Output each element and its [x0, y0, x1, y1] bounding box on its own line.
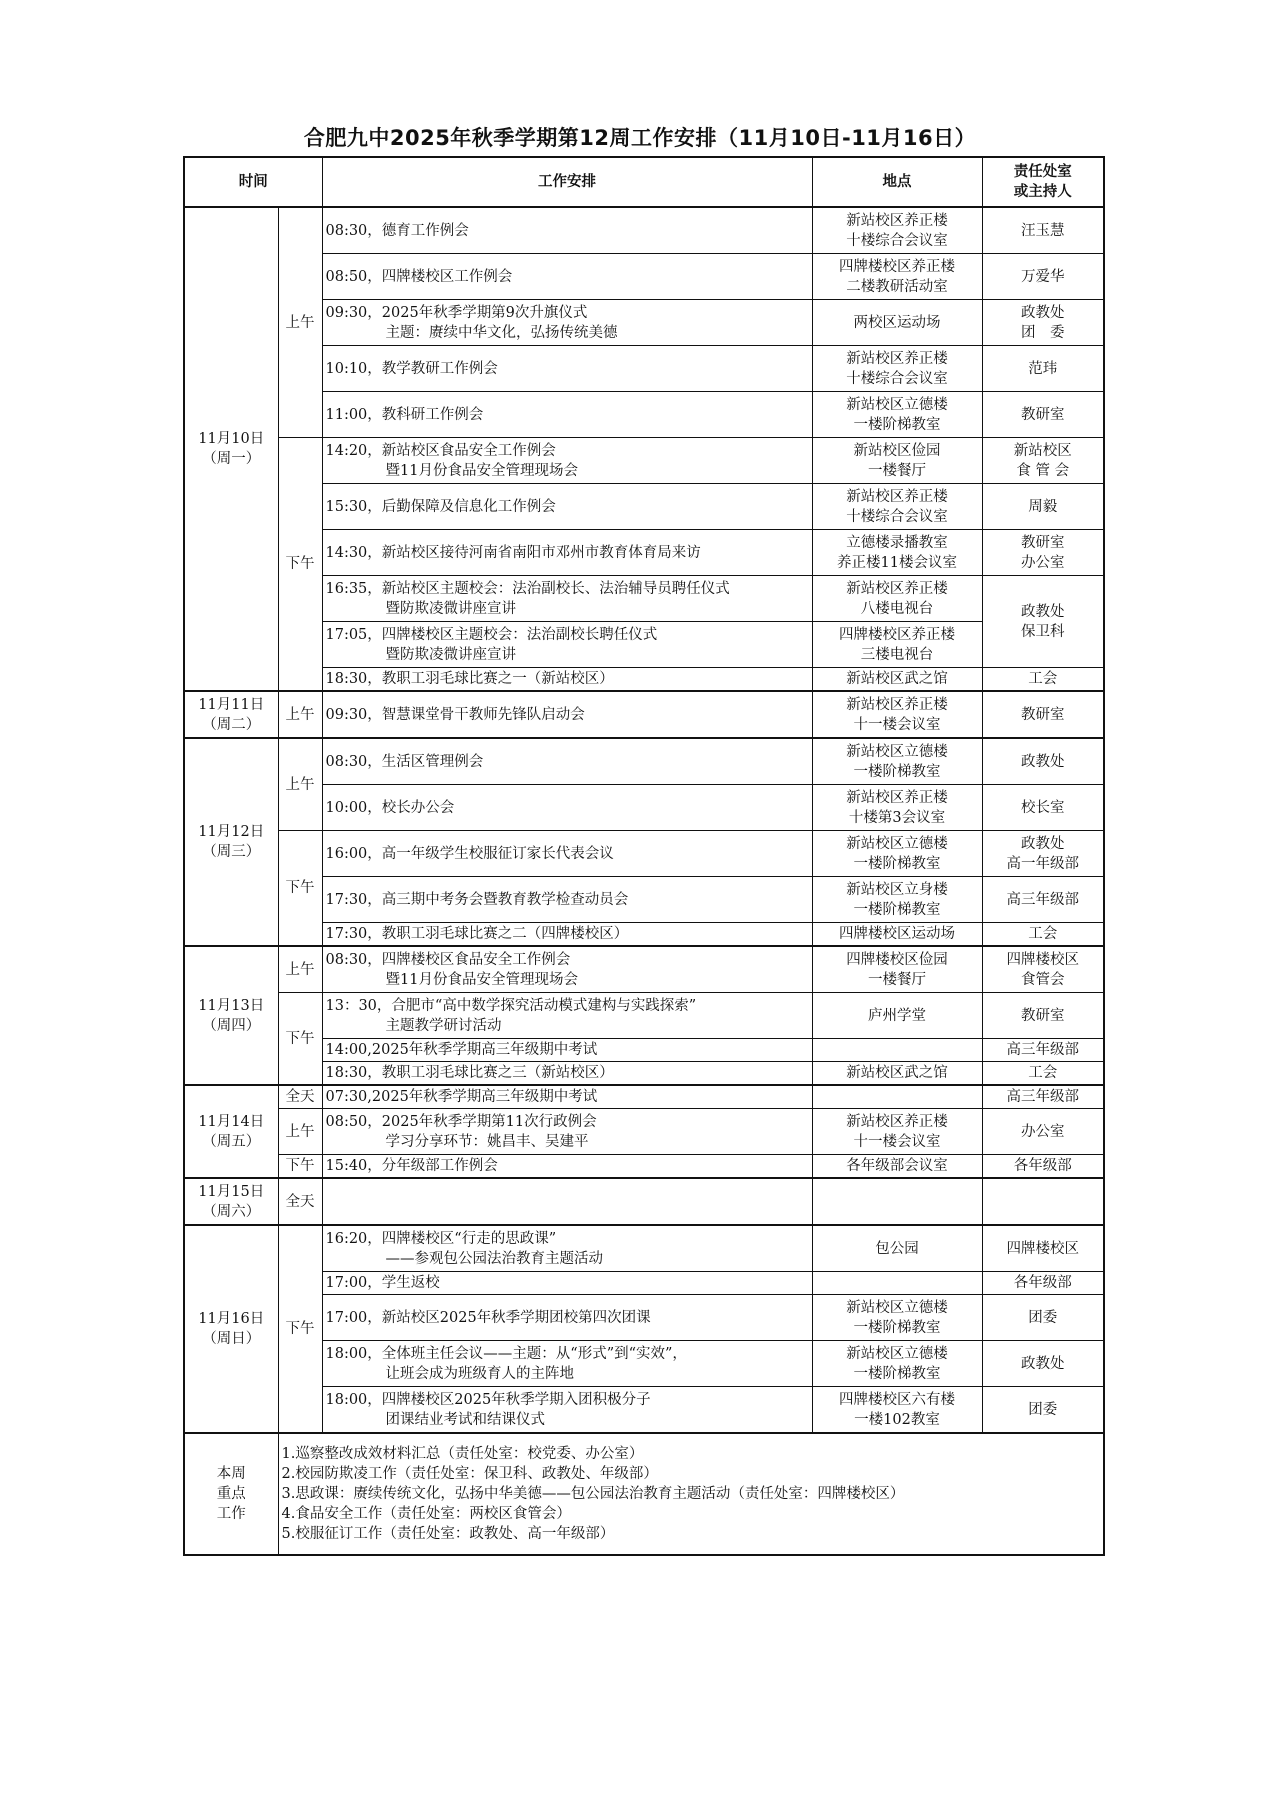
- day-cell: [184, 1225, 278, 1433]
- work-line: 14:00,2025年秋季学期高三年级期中考试: [325, 1042, 598, 1058]
- work-line: 18:30，教职工羽毛球比赛之三（新站校区）: [325, 1065, 614, 1081]
- location-cell: [812, 1155, 982, 1179]
- person-cell: [982, 1155, 1104, 1179]
- location-line: 一楼阶梯教室: [853, 416, 941, 433]
- person-cell: [982, 346, 1104, 392]
- person-cell: [982, 1109, 1104, 1155]
- header-time: 时间: [184, 157, 322, 207]
- work-line: 让班会成为班级育人的主阵地: [385, 1365, 574, 1382]
- location-line: 两校区运动场: [853, 314, 941, 331]
- location-line: 新站校区武之馆: [846, 671, 948, 687]
- person-line: 各年级部: [1013, 1158, 1072, 1174]
- person-line: 政教处: [1021, 753, 1065, 770]
- location-line: 新站校区立德楼: [846, 1299, 948, 1316]
- work-line: 16:35，新站校区主题校会：法治副校长、法治辅导员聘任仪式: [325, 580, 730, 597]
- location-cell: [812, 1178, 982, 1225]
- location-line: 新站校区养正楼: [846, 580, 948, 597]
- day-date: 11月16日: [198, 1311, 265, 1327]
- work-cell: [322, 1109, 812, 1155]
- table-row: [184, 622, 1104, 668]
- person-line: 四牌楼校区: [1006, 1240, 1079, 1257]
- person-cell: [982, 691, 1104, 738]
- period-cell: 全天: [278, 1178, 322, 1225]
- work-cell: [322, 1062, 812, 1086]
- work-cell: [322, 530, 812, 576]
- work-cell: [322, 346, 812, 392]
- person-cell: [982, 530, 1104, 576]
- work-line: 17:30，高三期中考务会暨教育教学检查动员会: [325, 891, 629, 908]
- person-line: 高三年级部: [1006, 891, 1079, 908]
- location-line: 包公园: [875, 1240, 919, 1257]
- day-cell: [184, 691, 278, 738]
- table-row: [184, 1178, 1104, 1225]
- focus-item: 4.食品安全工作（责任处室：两校区食管会）: [281, 1506, 571, 1522]
- person-cell: [982, 1085, 1104, 1109]
- focus-label-line: 工作: [216, 1506, 246, 1522]
- work-line: ——参观包公园法治教育主题活动: [385, 1250, 603, 1267]
- period-cell: 上午: [278, 207, 322, 438]
- person-line: 汪玉慧: [1021, 222, 1065, 239]
- location-cell: [812, 1225, 982, 1272]
- person-line: 食 管 会: [1016, 462, 1070, 479]
- table-row: [184, 576, 1104, 622]
- day-cell: [184, 946, 278, 1085]
- table-row: [184, 207, 1104, 254]
- location-cell: [812, 1085, 982, 1109]
- person-line: 教研室: [1021, 406, 1065, 423]
- period-cell: 下午: [278, 1225, 322, 1433]
- header-person: [982, 157, 1104, 207]
- work-line: 09:30，2025年秋季学期第9次升旗仪式: [325, 304, 588, 321]
- table-row: [184, 738, 1104, 785]
- location-cell: [812, 1295, 982, 1341]
- location-line: 新站校区养正楼: [846, 1113, 948, 1130]
- person-cell: [982, 993, 1104, 1039]
- focus-items: [278, 1433, 1104, 1555]
- person-line: 工会: [1028, 671, 1058, 687]
- table-row: [184, 346, 1104, 392]
- location-line: 四牌楼校区六有楼: [839, 1391, 955, 1408]
- person-cell: [982, 923, 1104, 947]
- day-cell: [184, 738, 278, 946]
- location-line: 新站校区养正楼: [846, 212, 948, 229]
- work-line: 18:00，四牌楼校区2025年秋季学期入团积极分子: [325, 1391, 651, 1408]
- page-title: 合肥九中2025年秋季学期第12周工作安排（11月10日-11月16日）: [303, 126, 977, 150]
- location-cell: [812, 831, 982, 877]
- location-line: 四牌楼校区养正楼: [839, 626, 955, 643]
- day-date: 11月10日: [198, 431, 265, 447]
- work-cell: [322, 1272, 812, 1295]
- location-cell: [812, 877, 982, 923]
- table-row: [184, 1341, 1104, 1387]
- location-line: 新站校区立德楼: [846, 743, 948, 760]
- work-line: 16:20，四牌楼校区“行走的思政课”: [325, 1230, 557, 1247]
- day-weekday: （周日）: [202, 1331, 261, 1347]
- work-cell: [322, 1039, 812, 1062]
- person-line: 高三年级部: [1006, 1042, 1079, 1058]
- person-line: 教研室: [1021, 1007, 1065, 1024]
- location-line: 新站校区养正楼: [846, 789, 948, 806]
- work-line: 17:00，学生返校: [325, 1275, 440, 1291]
- person-cell: [982, 438, 1104, 484]
- location-cell: [812, 622, 982, 668]
- location-line: 一楼102教室: [854, 1411, 940, 1428]
- location-line: 一楼餐厅: [868, 971, 926, 988]
- location-cell: [812, 438, 982, 484]
- day-weekday: （周二）: [202, 716, 261, 733]
- person-line: 高一年级部: [1006, 855, 1079, 872]
- period-cell: 上午: [278, 691, 322, 738]
- period-cell: 上午: [278, 1109, 322, 1155]
- work-line: 17:00，新站校区2025年秋季学期团校第四次团课: [325, 1309, 651, 1326]
- period-cell: 上午: [278, 738, 322, 831]
- person-line: 政教处: [1021, 835, 1065, 852]
- location-cell: [812, 691, 982, 738]
- work-cell: [322, 668, 812, 692]
- day-cell: [184, 207, 278, 691]
- work-cell: [322, 1387, 812, 1434]
- location-line: 十楼综合会议室: [846, 370, 948, 387]
- table-row: [184, 438, 1104, 484]
- table-row: [184, 254, 1104, 300]
- work-line: 10:00，校长办公会: [325, 799, 455, 816]
- header-person-line: 责任处室: [1013, 164, 1072, 180]
- table-row: [184, 1155, 1104, 1179]
- work-line: 13：30，合肥市“高中数学探究活动模式建构与实践探索”: [325, 997, 697, 1014]
- location-line: 一楼餐厅: [868, 462, 926, 479]
- location-line: 二楼教研活动室: [846, 278, 948, 295]
- location-line: 十楼综合会议室: [846, 232, 948, 249]
- table-row: [184, 300, 1104, 346]
- person-line: 工会: [1028, 1065, 1058, 1081]
- day-date: 11月14日: [198, 1113, 265, 1130]
- location-cell: [812, 668, 982, 692]
- table-row: [184, 1225, 1104, 1272]
- location-line: 各年级部会议室: [846, 1158, 948, 1174]
- period-cell: 下午: [278, 993, 322, 1086]
- day-date: 11月13日: [198, 997, 265, 1014]
- work-line: 15:40，分年级部工作例会: [325, 1158, 498, 1174]
- focus-item: 5.校服征订工作（责任处室：政教处、高一年级部）: [281, 1526, 615, 1542]
- location-line: 一楼阶梯教室: [853, 901, 941, 918]
- person-line: 教研室: [1021, 706, 1065, 723]
- location-line: 四牌楼校区养正楼: [839, 258, 955, 275]
- person-cell: [982, 738, 1104, 785]
- work-line: 10:10，教学教研工作例会: [325, 360, 498, 377]
- work-line: 18:30，教职工羽毛球比赛之一（新站校区）: [325, 671, 614, 687]
- period-cell: 全天: [278, 1085, 322, 1109]
- work-line: 团课结业考试和结课仪式: [385, 1411, 545, 1428]
- person-cell: [982, 946, 1104, 993]
- location-line: 十一楼会议室: [853, 1133, 941, 1150]
- location-line: 新站校区俭园: [853, 442, 941, 459]
- person-line: 政教处: [1021, 1355, 1065, 1372]
- header-person-line: 或主持人: [1013, 184, 1072, 200]
- work-line: 07:30,2025年秋季学期高三年级期中考试: [325, 1089, 598, 1105]
- period-cell: 下午: [278, 1155, 322, 1179]
- person-line: 高三年级部: [1006, 1089, 1079, 1105]
- location-cell: [812, 946, 982, 993]
- person-cell: [982, 484, 1104, 530]
- person-cell: [982, 300, 1104, 346]
- location-cell: [812, 346, 982, 392]
- location-line: 庐州学堂: [868, 1007, 926, 1024]
- work-line: 08:50，四牌楼校区工作例会: [325, 268, 513, 285]
- work-line: 暨防欺凌微讲座宣讲: [385, 646, 516, 663]
- table-row: [184, 993, 1104, 1039]
- work-cell: [322, 1225, 812, 1272]
- person-line: 团 委: [1021, 324, 1065, 341]
- location-line: 新站校区养正楼: [846, 350, 948, 367]
- work-line: 主题教学研讨活动: [385, 1017, 502, 1034]
- work-cell: [322, 946, 812, 993]
- day-weekday: （周三）: [202, 844, 261, 860]
- schedule-table: [183, 156, 1105, 1556]
- focus-item: 2.校园防欺凌工作（责任处室：保卫科、政教处、年级部）: [281, 1466, 658, 1482]
- work-cell: [322, 877, 812, 923]
- person-line: 办公室: [1021, 554, 1065, 571]
- work-cell: [322, 392, 812, 438]
- day-weekday: （周五）: [202, 1133, 261, 1150]
- focus-item: 1.巡察整改成效材料汇总（责任处室：校党委、办公室）: [281, 1446, 644, 1462]
- work-line: 08:30，生活区管理例会: [325, 753, 484, 770]
- person-line: 团委: [1028, 1309, 1058, 1326]
- work-cell: [322, 923, 812, 947]
- person-cell: [982, 1039, 1104, 1062]
- table-row: [184, 691, 1104, 738]
- person-cell: [982, 254, 1104, 300]
- day-weekday: （周六）: [202, 1203, 261, 1220]
- location-line: 一楼阶梯教室: [853, 1365, 941, 1382]
- table-row: [184, 1295, 1104, 1341]
- person-cell: [982, 785, 1104, 831]
- table-row: [184, 1272, 1104, 1295]
- location-line: 新站校区养正楼: [846, 696, 948, 713]
- location-cell: [812, 993, 982, 1039]
- work-cell: [322, 300, 812, 346]
- location-cell: [812, 1109, 982, 1155]
- work-cell: [322, 785, 812, 831]
- day-cell: [184, 1178, 278, 1225]
- work-cell: [322, 438, 812, 484]
- person-line: 周毅: [1028, 498, 1058, 515]
- work-cell: [322, 576, 812, 622]
- table-row: [184, 668, 1104, 692]
- location-cell: [812, 923, 982, 947]
- table-row: [184, 1085, 1104, 1109]
- location-cell: [812, 207, 982, 254]
- person-cell: [982, 1062, 1104, 1086]
- focus-label: [184, 1433, 278, 1555]
- location-line: 四牌楼校区俭园: [846, 951, 948, 968]
- location-cell: [812, 1341, 982, 1387]
- work-line: 暨11月份食品安全管理现场会: [385, 971, 578, 988]
- person-cell: [982, 877, 1104, 923]
- table-row: [184, 877, 1104, 923]
- table-row: [184, 946, 1104, 993]
- person-cell: [982, 207, 1104, 254]
- person-cell: [982, 1225, 1104, 1272]
- person-cell: [982, 1272, 1104, 1295]
- work-cell: [322, 484, 812, 530]
- day-cell: [184, 1085, 278, 1178]
- location-line: 新站校区立德楼: [846, 835, 948, 852]
- focus-label-line: 重点: [216, 1486, 246, 1502]
- focus-item: 3.思政课：赓续传统文化，弘扬中华美德——包公园法治教育主题活动（责任处室：四牌楼校区）: [281, 1486, 905, 1502]
- work-line: 14:30，新站校区接待河南省南阳市邓州市教育体育局来访: [325, 544, 701, 561]
- person-cell: [982, 1178, 1104, 1225]
- location-line: 新站校区立身楼: [846, 881, 948, 898]
- day-weekday: （周四）: [202, 1017, 261, 1034]
- person-line: 万爱华: [1021, 268, 1065, 285]
- table-row: [184, 1062, 1104, 1086]
- work-line: 17:05，四牌楼校区主题校会：法治副校长聘任仪式: [325, 626, 658, 643]
- work-cell: [322, 254, 812, 300]
- header-row: [184, 157, 1104, 207]
- work-line: 15:30，后勤保障及信息化工作例会: [325, 498, 556, 515]
- location-cell: [812, 1062, 982, 1086]
- day-date: 11月15日: [198, 1183, 265, 1200]
- location-line: 新站校区养正楼: [846, 488, 948, 505]
- location-line: 一楼阶梯教室: [853, 855, 941, 872]
- location-line: 新站校区立德楼: [846, 396, 948, 413]
- work-cell: [322, 738, 812, 785]
- day-weekday: （周一）: [202, 451, 261, 467]
- person-line: 四牌楼校区: [1006, 951, 1079, 968]
- location-cell: [812, 576, 982, 622]
- work-cell: [322, 1178, 812, 1225]
- person-line: 新站校区: [1013, 442, 1072, 459]
- location-line: 八楼电视台: [860, 600, 934, 617]
- work-cell: [322, 622, 812, 668]
- table-row: [184, 1039, 1104, 1062]
- work-line: 09:30，智慧课堂骨干教师先锋队启动会: [325, 706, 585, 723]
- location-line: 立德楼录播教室: [846, 534, 948, 551]
- person-line: 办公室: [1021, 1123, 1065, 1140]
- person-cell: [982, 1295, 1104, 1341]
- location-cell: [812, 530, 982, 576]
- person-cell: [982, 576, 1104, 668]
- person-line: 工会: [1028, 926, 1058, 942]
- location-cell: [812, 1387, 982, 1434]
- location-line: 三楼电视台: [860, 646, 934, 663]
- table-row: [184, 530, 1104, 576]
- work-cell: [322, 1155, 812, 1179]
- location-cell: [812, 392, 982, 438]
- location-line: 养正楼11楼会议室: [837, 554, 957, 571]
- table-row: [184, 484, 1104, 530]
- location-cell: [812, 1039, 982, 1062]
- work-cell: [322, 691, 812, 738]
- work-line: 08:30，德育工作例会: [325, 222, 469, 239]
- day-date: 11月11日: [198, 696, 265, 713]
- focus-label-line: 本周: [216, 1466, 246, 1482]
- person-cell: [982, 668, 1104, 692]
- location-cell: [812, 785, 982, 831]
- person-line: 团委: [1028, 1401, 1058, 1418]
- person-line: 各年级部: [1013, 1275, 1072, 1291]
- work-line: 14:20，新站校区食品安全工作例会: [325, 442, 556, 459]
- table-row: [184, 1387, 1104, 1434]
- person-cell: [982, 1341, 1104, 1387]
- header-work: 工作安排: [322, 157, 812, 207]
- day-date: 11月12日: [198, 824, 265, 840]
- location-line: 一楼阶梯教室: [853, 763, 941, 780]
- location-cell: [812, 300, 982, 346]
- work-line: 11:00，教科研工作例会: [325, 406, 484, 423]
- period-cell: 上午: [278, 946, 322, 993]
- person-line: 保卫科: [1021, 623, 1065, 640]
- location-line: 十楼综合会议室: [846, 508, 948, 525]
- work-line: 暨11月份食品安全管理现场会: [385, 462, 578, 479]
- header-location: 地点: [812, 157, 982, 207]
- table-row: [184, 785, 1104, 831]
- person-line: 教研室: [1021, 534, 1065, 551]
- work-cell: [322, 1295, 812, 1341]
- location-line: 十楼第3会议室: [848, 809, 946, 826]
- work-line: 17:30，教职工羽毛球比赛之二（四牌楼校区）: [325, 926, 629, 942]
- period-cell: 下午: [278, 831, 322, 947]
- location-cell: [812, 484, 982, 530]
- location-cell: [812, 254, 982, 300]
- work-cell: [322, 993, 812, 1039]
- work-line: 08:50，2025年秋季学期第11次行政例会: [325, 1113, 597, 1130]
- work-cell: [322, 1085, 812, 1109]
- work-cell: [322, 1341, 812, 1387]
- work-line: 16:00，高一年级学生校服征订家长代表会议: [325, 845, 614, 862]
- work-line: 18:00，全体班主任会议——主题：从“形式”到“实效”，: [325, 1345, 687, 1362]
- work-line: 主题：赓续中华文化，弘扬传统美德: [385, 324, 618, 341]
- work-cell: [322, 831, 812, 877]
- table-row: [184, 831, 1104, 877]
- location-line: 四牌楼校区运动场: [839, 926, 955, 942]
- location-cell: [812, 738, 982, 785]
- location-line: 十一楼会议室: [853, 716, 941, 733]
- person-line: 政教处: [1021, 304, 1065, 321]
- location-cell: [812, 1272, 982, 1295]
- table-row: [184, 923, 1104, 947]
- person-cell: [982, 392, 1104, 438]
- work-line: 暨防欺凌微讲座宣讲: [385, 600, 516, 617]
- location-line: 新站校区武之馆: [846, 1065, 948, 1081]
- person-line: 范玮: [1028, 360, 1058, 377]
- focus-row: [184, 1433, 1104, 1555]
- location-line: 一楼阶梯教室: [853, 1319, 941, 1336]
- person-cell: [982, 1387, 1104, 1434]
- table-row: [184, 1109, 1104, 1155]
- table-row: [184, 392, 1104, 438]
- person-line: 食管会: [1021, 971, 1065, 988]
- person-line: 政教处: [1021, 603, 1065, 620]
- work-line: 学习分享环节：姚昌丰、吴建平: [385, 1133, 589, 1150]
- work-line: 08:30，四牌楼校区食品安全工作例会: [325, 951, 571, 968]
- person-line: 校长室: [1021, 799, 1065, 816]
- work-cell: [322, 207, 812, 254]
- location-line: 新站校区立德楼: [846, 1345, 948, 1362]
- person-cell: [982, 831, 1104, 877]
- period-cell: 下午: [278, 438, 322, 692]
